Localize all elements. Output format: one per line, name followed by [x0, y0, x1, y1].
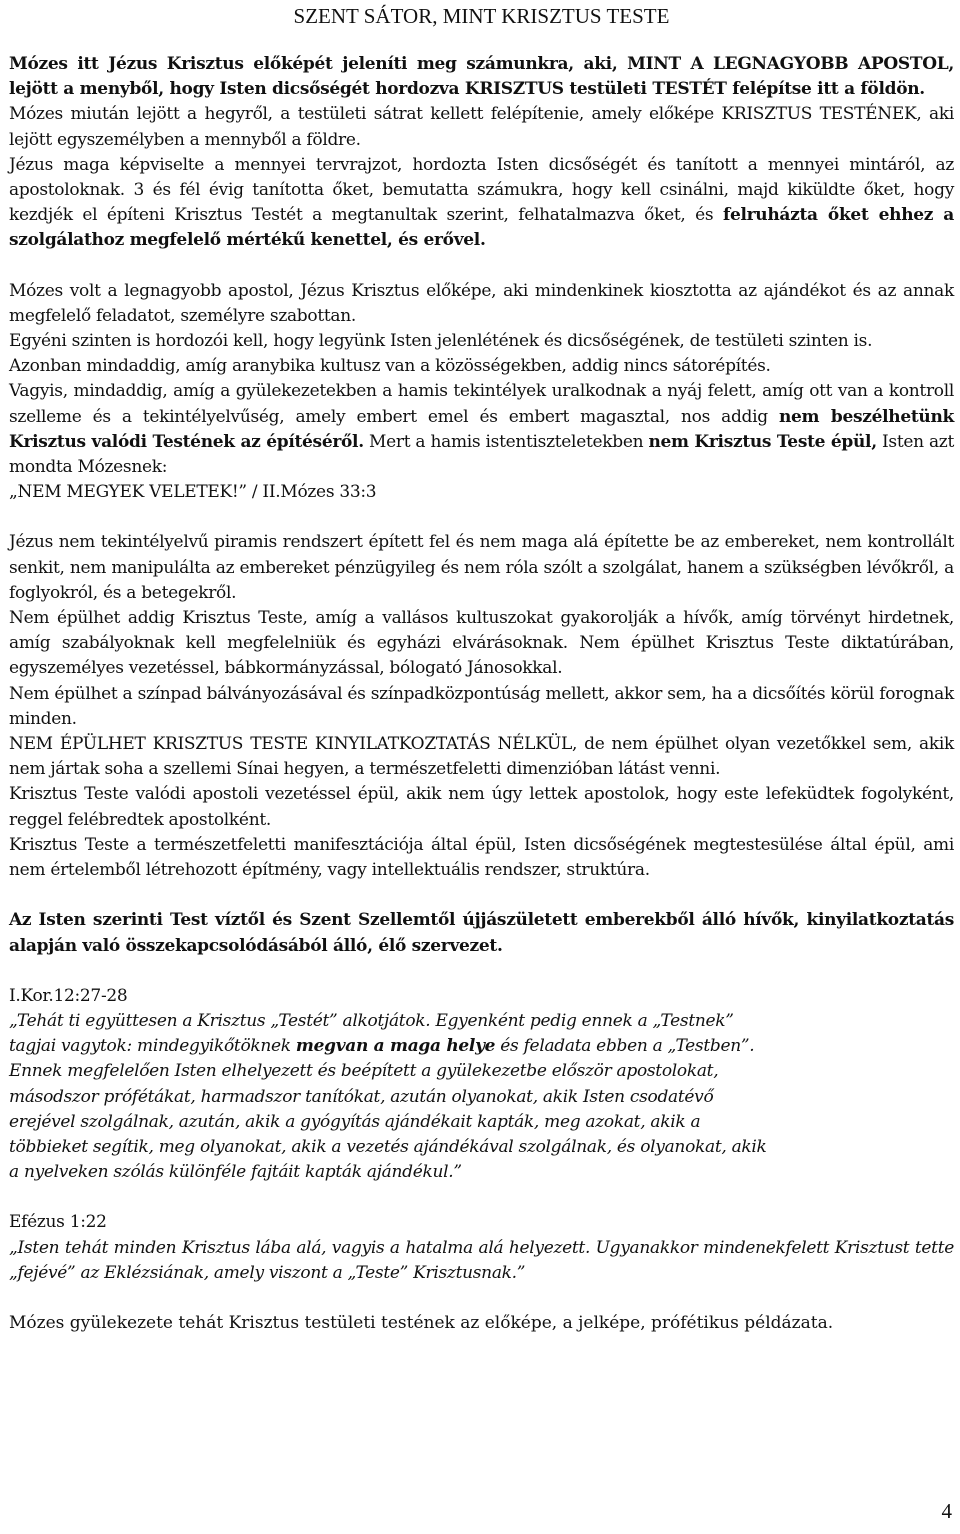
spacer: [9, 1286, 954, 1311]
text-run: „Tehát ti együttesen a Krisztus „Testét” alkotjátok. Egyenként pedig ennek a „Testnek” tagjai vagytok: mindegyikőtöknek: [9, 1010, 734, 1057]
scripture-quote: „Isten tehát minden Krisztus lába alá, vagyis a hatalma alá helyezett. Ugyanakkor mindenekfelett Krisztust tette „fejévé” az Eklézsiának, amely viszont a „Teste” Krisztusnak.”: [9, 1237, 954, 1283]
spacer: [9, 959, 954, 984]
scripture-quote: [9, 1009, 779, 1185]
paragraph: Azonban mindaddig, amíg aranybika kultusz van a közösségekben, addig nincs sátorépítés.: [9, 356, 771, 377]
spacer: [9, 1185, 954, 1210]
closing-paragraph: Mózes gyülekezete tehát Krisztus testületi testének az előképe, a jelképe, prófétikus példázata.: [9, 1312, 834, 1333]
text-run: Vagyis, mindaddig, amíg a gyülekezetekben a hamis tekintélyek uralkodnak a nyáj felett, amíg ott van a kontroll szelleme és a tekintélyelvűség, amely embert emel és embert magasztal, nos addig: [9, 381, 954, 427]
emphasis-text: felruházta őket ehhez a szolgálathoz megfelelő mértékű kenettel, és erővel.: [9, 205, 954, 251]
text-run: Mert a hamis istentiszteletekben: [363, 431, 649, 452]
emphasis-text: nem Krisztus Teste épül,: [648, 431, 877, 452]
paragraph: Nem épülhet a színpad bálványozásával és színpadközpontúság mellett, akkor sem, ha a dicsőítés körül forognak minden.: [9, 683, 954, 729]
spacer: [9, 254, 954, 279]
paragraph: Krisztus Teste a természetfeletti manifesztációja által épül, Isten dicsőségének megtestesülése által épül, ami nem értelemből létrehozott építmény, vagy intellektuális rendszer, struktúra.: [9, 834, 954, 881]
scripture-reference: I.Kor.12:27-28: [9, 985, 128, 1006]
paragraph: [9, 379, 954, 480]
paragraph: Mózes volt a legnagyobb apostol, Jézus Krisztus előképe, aki mindenkinek kiosztotta az ajándékot és az annak megfelelő feladatot, személyre szabottan.: [9, 280, 954, 326]
spacer: [9, 883, 954, 908]
emphasis-text: megvan a maga helye: [295, 1036, 496, 1057]
summary-statement: Az Isten szerinti Test víztől és Szent Szellemtől újjászületett emberekből álló hívők, kinyilatkoztatás alapján való összekapcsolódásából álló, élő szervezet.: [9, 910, 954, 956]
page-number: 4: [941, 1499, 952, 1523]
paragraph: [9, 153, 954, 254]
page-title: SZENT SÁTOR, MINT KRISZTUS TESTE: [293, 4, 670, 28]
scripture-reference: Efézus 1:22: [9, 1212, 107, 1233]
paragraph: NEM ÉPÜLHET KRISZTUS TESTE KINYILATKOZTATÁS NÉLKÜL, de nem épülhet olyan vezetőkkel sem, akik nem jártak soha a szellemi Sínai hegyen, a természetfeletti dimenzióban látást venni.: [9, 734, 954, 780]
text-run: 3 és fél évig tanította őket, bemutatta számukra, hogy kell csinálni, majd kiküldte őket, hogy kezdjék el építeni Krisztus Testét a megtanultak szerint, felhatalmazva őket, és: [9, 180, 954, 226]
text-run: Jézus maga képviselte a mennyei tervrajzot, hordozta Isten dicsőségét és tanított a mennyei mintáról, az apostoloknak.: [9, 154, 954, 201]
document-body: [9, 52, 954, 1336]
scripture-line: „NEM MEGYEK VELETEK!” / II.Mózes 33:3: [9, 482, 377, 503]
paragraph: Egyéni szinten is hordozói kell, hogy legyünk Isten jelenlétének és dicsőségének, de testületi szinten is.: [9, 331, 873, 352]
text-run: Isten azt mondta Mózesnek:: [9, 431, 954, 478]
paragraph: Jézus nem tekintélyelvű piramis rendszert épített fel és nem maga alá építette be az embereket, nem kontrollált senkit, nem manipulálta az embereket pénzügyileg és nem róla szólt a szolgálat, hanem a szükségben lévőkről, a foglyokról, és a betegekről.: [9, 532, 954, 603]
text-run: és feladata ebben a „Testben”. Ennek megfelelően Isten elhelyezett és beépített a gyülekezetbe először apostolokat, másodszor prófétákat, harmadszor tanítókat, azután olyanokat, akik Isten csodatévő erejével szolgálnak, azután, akik a gyógyítás ajándékait kapták, meg azokat, akik a többieket segítik, meg olyanokat, akik a vezetés ajándékával szolgálnak, és olyanokat, akik a nyelveken szólás különféle fajtáit kapták ajándékul.”: [9, 1036, 767, 1183]
intro-paragraph: Mózes itt Jézus Krisztus előképét jeleníti meg számunkra, aki, MINT A LEGNAGYOBB APOSTOL, lejött a menyből, hogy Isten dicsőségét hordozva KRISZTUS testületi TESTÉT felépítse itt a földön.: [9, 54, 954, 100]
paragraph: Krisztus Teste valódi apostoli vezetéssel épül, akik nem úgy lettek apostolok, hogy este lefeküdtek fogolyként, reggel felébredtek apostolként.: [9, 784, 954, 830]
paragraph: Nem épülhet addig Krisztus Teste, amíg a vallásos kultuszokat gyakorolják a hívők, amíg törvényt hirdetnek, amíg szabályoknak kell megfelelniük és egyházi elvárásoknak. Nem épülhet Krisztus Teste diktatúrában, egyszemélyes vezetéssel, bábkormányzással, bólogató Jánosokkal.: [9, 608, 954, 679]
emphasis-text: nem beszélhetünk Krisztus valódi Testének az építéséről.: [9, 406, 955, 452]
paragraph: Mózes miután lejött a hegyről, a testületi sátrat kellett felépítenie, amely előképe KRISZTUS TESTÉNEK, aki lejött egyszemélyben a mennyből a földre.: [9, 104, 954, 150]
spacer: [9, 505, 954, 530]
